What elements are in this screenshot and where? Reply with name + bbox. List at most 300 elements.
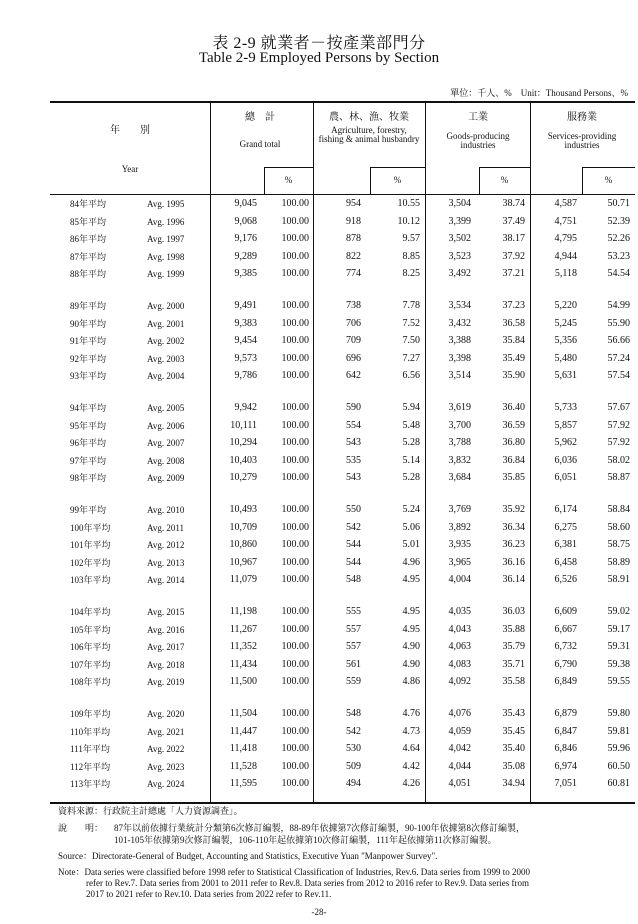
- cell-en: Avg. 2015: [147, 607, 185, 617]
- table-row: [0, 639, 638, 655]
- pct-cell-top: [479, 167, 530, 168]
- cell-ap: 5.06: [402, 521, 420, 533]
- cell-ip: 38.17: [502, 233, 525, 244]
- cell-i: 4,035: [448, 606, 471, 617]
- cell-sp: 58.84: [607, 504, 630, 515]
- cell-en: Avg. 2022: [147, 744, 185, 754]
- cell-i: 3,388: [448, 335, 471, 346]
- cell-zh: 98年平均: [70, 473, 107, 483]
- cell-s: 6,790: [554, 658, 577, 670]
- cell-en: Avg. 2014: [147, 575, 185, 585]
- table-row: [0, 298, 638, 314]
- cell-ap: 4.90: [402, 658, 420, 670]
- pct-cell-top: [264, 167, 313, 168]
- note-zh-label: 說 明：: [58, 823, 104, 833]
- cell-tp: 100.00: [281, 623, 309, 635]
- cell-en: Avg. 2012: [147, 540, 185, 550]
- cell-zh: 84年平均: [70, 199, 107, 209]
- cell-en: Avg. 2019: [147, 677, 185, 687]
- cell-ap: 5.01: [402, 539, 420, 550]
- header-year-en: Year: [121, 164, 139, 174]
- cell-sp: 57.24: [607, 352, 630, 364]
- cell-a: 696: [346, 352, 361, 364]
- cell-s: 5,733: [554, 402, 577, 413]
- cell-s: 6,974: [554, 760, 577, 772]
- cell-ip: 36.16: [502, 556, 525, 568]
- table-row: [0, 604, 638, 620]
- cell-sp: 59.17: [607, 623, 630, 635]
- cell-ip: 36.80: [502, 437, 525, 448]
- cell-ip: 35.45: [502, 725, 525, 737]
- cell-s: 5,245: [554, 317, 577, 329]
- cell-tp: 100.00: [281, 574, 309, 585]
- cell-ip: 36.40: [502, 402, 525, 413]
- cell-sp: 55.90: [607, 317, 630, 329]
- cell-i: 4,063: [448, 641, 471, 652]
- table-row: [0, 435, 638, 451]
- cell-zh: 112年平均: [70, 761, 111, 772]
- cell-en: Avg. 2008: [147, 455, 185, 466]
- cell-ip: 35.88: [502, 623, 525, 635]
- cell-s: 6,036: [554, 454, 577, 466]
- cell-s: 4,587: [554, 198, 577, 209]
- cell-a: 561: [346, 658, 361, 670]
- table-row: [0, 400, 638, 416]
- cell-zh: 96年平均: [70, 438, 107, 448]
- cell-i: 4,044: [448, 760, 471, 772]
- cell-t: 9,045: [234, 198, 257, 209]
- cell-zh: 91年平均: [70, 336, 107, 346]
- cell-sp: 58.75: [607, 539, 630, 550]
- cell-en: Avg. 1995: [147, 199, 185, 209]
- cell-en: Avg. 1997: [147, 234, 185, 244]
- cell-en: Avg. 2007: [147, 438, 185, 448]
- cell-tp: 100.00: [281, 268, 309, 279]
- cell-tp: 100.00: [281, 419, 309, 431]
- cell-ap: 4.95: [402, 606, 420, 617]
- header-total-en: Grand total: [239, 139, 281, 149]
- cell-a: 544: [346, 539, 361, 550]
- cell-a: 535: [346, 454, 361, 466]
- cell-i: 3,492: [448, 268, 471, 279]
- cell-t: 10,111: [230, 419, 257, 431]
- cell-a: 530: [346, 743, 361, 754]
- cell-t: 9,942: [234, 402, 257, 413]
- table-row: [0, 555, 638, 571]
- cell-s: 4,795: [554, 233, 577, 244]
- cell-en: Avg. 2021: [147, 726, 185, 737]
- note-en-line2: refer to Rev.7. Data series from 2001 to 2011 refer to Rev.8. Data series from 2012 to 2016 refer to Rev.9. Data series from: [86, 878, 530, 888]
- cell-ip: 34.94: [502, 778, 525, 789]
- cell-a: 542: [346, 725, 361, 737]
- cell-ap: 4.42: [402, 760, 420, 772]
- cell-zh: 102年平均: [70, 557, 111, 568]
- cell-s: 5,118: [554, 268, 577, 279]
- cell-ip: 35.08: [502, 760, 525, 772]
- table-row: [0, 196, 638, 212]
- cell-sp: 59.96: [607, 743, 630, 754]
- cell-ap: 4.86: [402, 676, 420, 687]
- cell-ap: 4.73: [402, 725, 420, 737]
- cell-sp: 53.23: [607, 250, 630, 262]
- cell-en: Avg. 2002: [147, 336, 185, 346]
- cell-en: Avg. 2001: [147, 318, 185, 329]
- cell-tp: 100.00: [281, 539, 309, 550]
- cell-t: 9,385: [234, 268, 257, 279]
- cell-ip: 35.49: [502, 352, 525, 364]
- cell-i: 3,700: [448, 419, 471, 431]
- cell-a: 555: [346, 606, 361, 617]
- cell-s: 6,846: [554, 743, 577, 754]
- cell-sp: 59.55: [607, 676, 630, 687]
- cell-i: 3,398: [448, 352, 471, 364]
- cell-tp: 100.00: [281, 198, 309, 209]
- cell-ip: 35.85: [502, 472, 525, 483]
- cell-sp: 58.91: [607, 574, 630, 585]
- header-services-en: Services-providing industries: [547, 131, 617, 151]
- cell-ip: 35.90: [502, 370, 525, 381]
- cell-i: 3,788: [448, 437, 471, 448]
- cell-i: 4,059: [448, 725, 471, 737]
- cell-s: 5,857: [554, 419, 577, 431]
- cell-en: Avg. 2000: [147, 301, 185, 311]
- cell-t: 10,279: [229, 472, 257, 483]
- cell-sp: 54.54: [607, 268, 630, 279]
- cell-tp: 100.00: [281, 352, 309, 364]
- table-row: [0, 351, 638, 367]
- table-row: [0, 418, 638, 434]
- cell-t: 11,500: [229, 676, 257, 687]
- cell-sp: 52.39: [607, 215, 630, 227]
- cell-ap: 4.96: [402, 556, 420, 568]
- cell-s: 6,847: [554, 725, 577, 737]
- cell-a: 954: [346, 198, 361, 209]
- cell-ap: 10.12: [397, 215, 420, 227]
- cell-zh: 106年平均: [70, 642, 111, 652]
- cell-tp: 100.00: [281, 725, 309, 737]
- cell-a: 542: [346, 521, 361, 533]
- cell-a: 878: [346, 233, 361, 244]
- cell-zh: 95年平均: [70, 420, 107, 431]
- cell-s: 6,609: [554, 606, 577, 617]
- page-number: -28-: [311, 907, 327, 917]
- cell-t: 9,383: [234, 317, 257, 329]
- cell-ip: 36.59: [502, 419, 525, 431]
- header-agri-en: Agriculture, forestry, fishing & animal husbandry: [318, 125, 420, 145]
- cell-zh: 93年平均: [70, 371, 107, 381]
- cell-i: 4,083: [448, 658, 471, 670]
- cell-sp: 59.31: [607, 641, 630, 652]
- cell-a: 494: [346, 778, 361, 789]
- cell-zh: 108年平均: [70, 677, 111, 687]
- cell-ap: 5.24: [402, 504, 420, 515]
- cell-ap: 5.28: [402, 437, 420, 448]
- cell-en: Avg. 2023: [147, 761, 185, 772]
- source-en: Source：Directorate-General of Budget, Accounting and Statistics, Executive Yuan "Manpower Survey".: [58, 851, 438, 861]
- cell-ap: 5.94: [402, 402, 420, 413]
- table-row: [0, 674, 638, 690]
- cell-tp: 100.00: [281, 743, 309, 754]
- header-pct: %: [604, 175, 613, 185]
- note-en-line3: 2017 to 2021 refer to Rev.10. Data series from 2022 refer to Rev.11.: [86, 889, 332, 899]
- table-row: [0, 214, 638, 230]
- cell-sp: 59.81: [607, 725, 630, 737]
- cell-s: 7,051: [554, 778, 577, 789]
- table-row: [0, 266, 638, 282]
- cell-ip: 37.49: [502, 215, 525, 227]
- cell-a: 557: [346, 623, 361, 635]
- cell-zh: 89年平均: [70, 301, 107, 311]
- pct-cell-top: [370, 167, 425, 168]
- cell-s: 4,751: [554, 215, 577, 227]
- cell-t: 9,454: [234, 335, 257, 346]
- table-row: [0, 622, 638, 638]
- cell-t: 11,079: [229, 574, 257, 585]
- cell-s: 5,356: [554, 335, 577, 346]
- cell-sp: 52.26: [607, 233, 630, 244]
- cell-ap: 5.14: [402, 454, 420, 466]
- pct-cell-top: [582, 167, 635, 168]
- cell-ap: 4.95: [402, 574, 420, 585]
- cell-en: Avg. 1996: [147, 216, 185, 227]
- cell-i: 3,523: [448, 250, 471, 262]
- table-row: [0, 453, 638, 469]
- cell-sp: 57.92: [607, 419, 630, 431]
- cell-t: 11,528: [229, 760, 257, 772]
- cell-tp: 100.00: [281, 606, 309, 617]
- note-zh-line1: 87年以前依據行業統計分類第6次修訂編製，88-89年依據第7次修訂編製，90-100年依據第8次修訂編製，: [114, 823, 525, 833]
- cell-tp: 100.00: [281, 676, 309, 687]
- cell-ap: 4.64: [402, 743, 420, 754]
- table-row: [0, 537, 638, 553]
- cell-tp: 100.00: [281, 778, 309, 789]
- cell-s: 6,667: [554, 623, 577, 635]
- cell-en: Avg. 2017: [147, 642, 185, 652]
- cell-t: 10,403: [229, 454, 257, 466]
- cell-tp: 100.00: [281, 250, 309, 262]
- cell-sp: 58.02: [607, 454, 630, 466]
- cell-t: 11,434: [229, 658, 257, 670]
- cell-t: 9,786: [234, 370, 257, 381]
- table-row: [0, 759, 638, 775]
- cell-sp: 58.60: [607, 521, 630, 533]
- cell-zh: 104年平均: [70, 607, 111, 617]
- cell-tp: 100.00: [281, 454, 309, 466]
- cell-ap: 4.90: [402, 641, 420, 652]
- cell-i: 4,042: [448, 743, 471, 754]
- cell-s: 5,480: [554, 352, 577, 364]
- table-row: [0, 724, 638, 740]
- cell-tp: 100.00: [281, 556, 309, 568]
- page-title-en: Table 2-9 Employed Persons by Section: [198, 50, 440, 66]
- cell-zh: 103年平均: [70, 575, 111, 585]
- cell-sp: 60.81: [607, 778, 630, 789]
- note-en-line1: Note：Data series were classified before 1998 refer to Statistical Classification of Industries, Rev.6. Data series from 1999 to 2000: [58, 867, 531, 877]
- cell-en: Avg. 2011: [147, 522, 184, 533]
- cell-s: 5,631: [554, 370, 577, 381]
- cell-sp: 59.80: [607, 708, 630, 719]
- cell-ap: 6.56: [402, 370, 420, 381]
- cell-ip: 35.58: [502, 676, 525, 687]
- cell-a: 590: [346, 402, 361, 413]
- cell-tp: 100.00: [281, 233, 309, 244]
- cell-t: 11,267: [229, 623, 257, 635]
- cell-sp: 57.54: [607, 370, 630, 381]
- cell-en: Avg. 2024: [147, 779, 185, 789]
- cell-sp: 58.89: [607, 556, 630, 568]
- header-pct: %: [500, 175, 509, 185]
- cell-t: 9,289: [234, 250, 257, 262]
- cell-a: 822: [346, 250, 361, 262]
- table-row: [0, 741, 638, 757]
- cell-tp: 100.00: [281, 300, 309, 311]
- cell-en: Avg. 1998: [147, 251, 185, 262]
- cell-i: 3,892: [448, 521, 471, 533]
- header-pct: %: [284, 175, 293, 185]
- cell-ap: 4.26: [402, 778, 420, 789]
- cell-tp: 100.00: [281, 335, 309, 346]
- cell-s: 6,526: [554, 574, 577, 585]
- table-top-rule: [50, 101, 635, 103]
- cell-t: 10,860: [229, 539, 257, 550]
- cell-en: Avg. 2020: [147, 709, 185, 719]
- cell-a: 548: [346, 574, 361, 585]
- cell-ip: 35.71: [502, 658, 525, 670]
- cell-sp: 57.92: [607, 437, 630, 448]
- cell-i: 4,043: [448, 623, 471, 635]
- cell-tp: 100.00: [281, 472, 309, 483]
- header-services-zh: 服務業: [567, 112, 597, 123]
- cell-a: 550: [346, 504, 361, 515]
- cell-a: 544: [346, 556, 361, 568]
- cell-ap: 4.95: [402, 623, 420, 635]
- cell-sp: 60.50: [607, 760, 630, 772]
- cell-s: 6,381: [554, 539, 577, 550]
- cell-i: 3,399: [448, 215, 471, 227]
- cell-ip: 37.92: [502, 250, 525, 262]
- cell-s: 6,458: [554, 556, 577, 568]
- cell-en: Avg. 1999: [147, 269, 185, 279]
- header-industry-en: Goods-producing industries: [446, 131, 510, 151]
- cell-ap: 7.50: [402, 335, 420, 346]
- cell-ip: 35.40: [502, 743, 525, 754]
- cell-t: 11,504: [229, 708, 257, 719]
- cell-en: Avg. 2004: [147, 371, 185, 381]
- cell-i: 3,619: [448, 402, 471, 413]
- cell-i: 3,502: [448, 233, 471, 244]
- cell-t: 9,491: [234, 300, 257, 311]
- cell-zh: 100年平均: [70, 522, 111, 533]
- cell-t: 10,967: [229, 556, 257, 568]
- cell-sp: 54.99: [607, 300, 630, 311]
- cell-ip: 36.84: [502, 454, 525, 466]
- cell-i: 4,004: [448, 574, 471, 585]
- table-row: [0, 316, 638, 332]
- cell-tp: 100.00: [281, 521, 309, 533]
- cell-en: Avg. 2003: [147, 353, 185, 364]
- cell-t: 9,176: [234, 233, 257, 244]
- cell-tp: 100.00: [281, 215, 309, 227]
- cell-zh: 86年平均: [70, 234, 107, 244]
- cell-zh: 92年平均: [70, 353, 107, 364]
- cell-zh: 99年平均: [70, 505, 107, 515]
- cell-i: 3,965: [448, 556, 471, 568]
- cell-tp: 100.00: [281, 437, 309, 448]
- table-row: [0, 706, 638, 722]
- cell-ap: 9.57: [402, 233, 420, 244]
- header-total-zh: 總 計: [245, 112, 275, 123]
- cell-ap: 10.55: [397, 198, 420, 209]
- cell-t: 11,418: [229, 743, 257, 754]
- cell-i: 4,051: [448, 778, 471, 789]
- cell-t: 9,573: [234, 352, 257, 364]
- cell-ip: 35.79: [502, 641, 525, 652]
- cell-i: 3,832: [448, 454, 471, 466]
- header-year-zh: 年 別: [110, 125, 150, 136]
- cell-tp: 100.00: [281, 317, 309, 329]
- cell-s: 6,275: [554, 521, 577, 533]
- cell-tp: 100.00: [281, 504, 309, 515]
- table-row: [0, 368, 638, 384]
- cell-ip: 36.34: [502, 521, 525, 533]
- cell-a: 706: [346, 317, 361, 329]
- cell-ap: 7.78: [402, 300, 420, 311]
- cell-zh: 113年平均: [70, 779, 111, 789]
- table-row: [0, 249, 638, 265]
- cell-zh: 105年平均: [70, 624, 111, 635]
- cell-tp: 100.00: [281, 658, 309, 670]
- cell-en: Avg. 2018: [147, 659, 185, 670]
- cell-a: 543: [346, 472, 361, 483]
- table-bottom-rule: [50, 802, 635, 804]
- cell-zh: 88年平均: [70, 269, 107, 279]
- cell-ip: 35.84: [502, 335, 525, 346]
- cell-a: 557: [346, 641, 361, 652]
- table-row: [0, 572, 638, 588]
- table-row: [0, 502, 638, 518]
- cell-t: 11,447: [229, 725, 257, 737]
- cell-a: 509: [346, 760, 361, 772]
- header-industry-zh: 工業: [468, 112, 488, 123]
- note-zh-line2: 101-105年依據第9次修訂編製，106-110年起依據第10次修訂編製，111年起依據第11次修訂編製。: [114, 835, 497, 845]
- cell-a: 738: [346, 300, 361, 311]
- cell-en: Avg. 2006: [147, 420, 185, 431]
- cell-ip: 37.23: [502, 300, 525, 311]
- cell-s: 5,220: [554, 300, 577, 311]
- cell-zh: 97年平均: [70, 455, 107, 466]
- cell-a: 774: [346, 268, 361, 279]
- cell-s: 4,944: [554, 250, 577, 262]
- cell-zh: 87年平均: [70, 251, 107, 262]
- cell-sp: 59.02: [607, 606, 630, 617]
- cell-ap: 7.52: [402, 317, 420, 329]
- cell-en: Avg. 2005: [147, 403, 185, 413]
- cell-i: 3,514: [448, 370, 471, 381]
- cell-zh: 101年平均: [70, 540, 111, 550]
- cell-i: 4,076: [448, 708, 471, 719]
- cell-t: 10,294: [229, 437, 257, 448]
- cell-zh: 109年平均: [70, 709, 111, 719]
- cell-a: 559: [346, 676, 361, 687]
- table-row: [0, 333, 638, 349]
- cell-tp: 100.00: [281, 760, 309, 772]
- cell-tp: 100.00: [281, 708, 309, 719]
- cell-ap: 7.27: [402, 352, 420, 364]
- cell-sp: 56.66: [607, 335, 630, 346]
- cell-i: 3,534: [448, 300, 471, 311]
- cell-ap: 8.25: [402, 268, 420, 279]
- cell-s: 6,849: [554, 676, 577, 687]
